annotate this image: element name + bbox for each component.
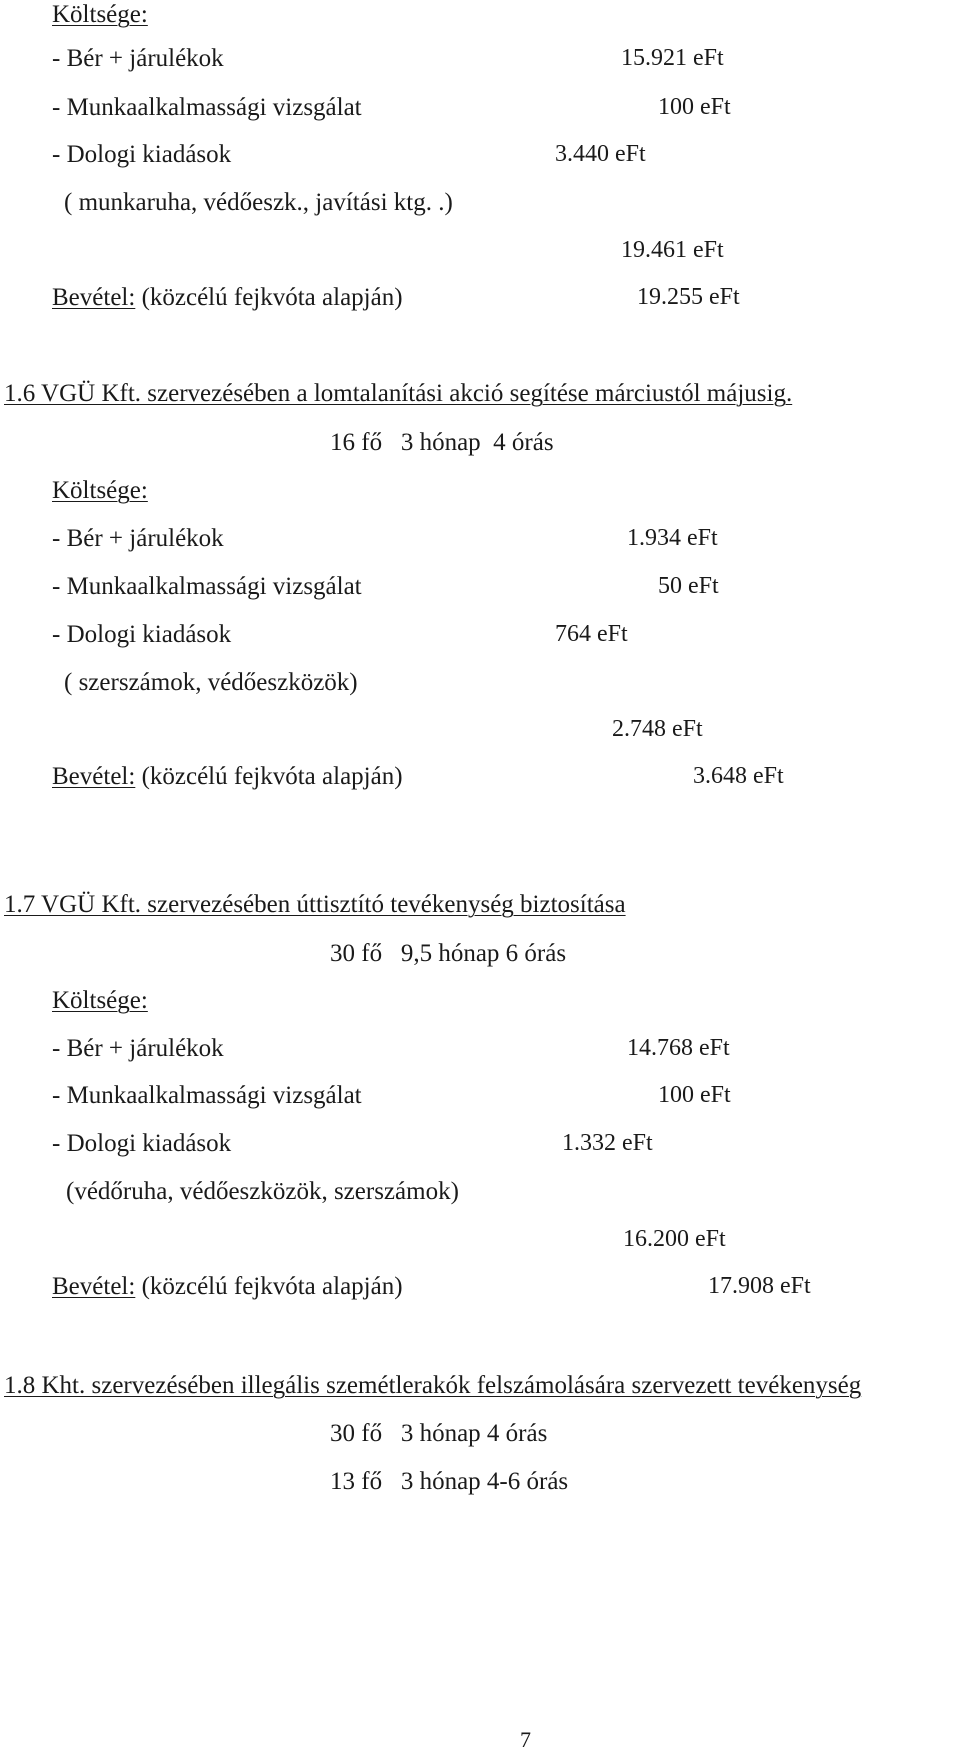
revenue-value: 3.648 eFt bbox=[693, 763, 784, 789]
material-costs-note: ( szerszámok, védőeszközök) bbox=[64, 669, 358, 696]
revenue-text: (közcélú fejkvóta alapján) bbox=[141, 284, 403, 311]
material-costs-note: (védőruha, védőeszközök, szerszámok) bbox=[66, 1178, 459, 1205]
wage-label: - Bér + járulékok bbox=[52, 45, 224, 72]
params-1-8-first: 30 fő 3 hónap 4 órás bbox=[330, 1420, 548, 1447]
material-costs-label: - Dologi kiadások bbox=[52, 141, 232, 168]
material-costs-value: 1.332 eFt bbox=[562, 1130, 653, 1156]
material-costs-value: 3.440 eFt bbox=[555, 141, 646, 167]
medical-exam-label: - Munkaalkalmassági vizsgálat bbox=[52, 573, 362, 600]
revenue-line bbox=[52, 764, 403, 789]
params-1-8-second: 13 fő 3 hónap 4-6 órás bbox=[330, 1468, 569, 1495]
revenue-value: 19.255 eFt bbox=[637, 284, 740, 310]
medical-exam-value: 100 eFt bbox=[658, 1082, 731, 1108]
revenue-value: 17.908 eFt bbox=[708, 1273, 811, 1299]
material-costs-label: - Dologi kiadások bbox=[52, 1130, 232, 1157]
medical-exam-label: - Munkaalkalmassági vizsgálat bbox=[52, 94, 362, 121]
wage-value: 15.921 eFt bbox=[621, 45, 724, 71]
revenue-line bbox=[52, 1274, 403, 1299]
wage-value: 1.934 eFt bbox=[627, 525, 718, 551]
section-heading-1-6: 1.6 VGÜ Kft. szervezésében a lomtalanítási akció segítése márciustól májusig. bbox=[4, 380, 793, 407]
revenue-line bbox=[52, 285, 403, 310]
wage-label: - Bér + járulékok bbox=[52, 525, 224, 552]
wage-label: - Bér + járulékok bbox=[52, 1035, 224, 1062]
material-costs-value: 764 eFt bbox=[555, 621, 628, 647]
page-number: 7 bbox=[520, 1727, 531, 1752]
revenue-label: Bevétel: bbox=[52, 763, 136, 790]
material-costs-label: - Dologi kiadások bbox=[52, 621, 232, 648]
section-heading-1-8: 1.8 Kht. szervezésében illegális szemétlerakók felszámolására szervezett tevékenység bbox=[4, 1372, 862, 1399]
material-costs-note: ( munkaruha, védőeszk., javítási ktg. .) bbox=[64, 189, 453, 216]
medical-exam-value: 50 eFt bbox=[658, 573, 719, 599]
params-1-7: 30 fő 9,5 hónap 6 órás bbox=[330, 940, 567, 967]
total-cost: 16.200 eFt bbox=[623, 1226, 726, 1252]
revenue-text: (közcélú fejkvóta alapján) bbox=[141, 763, 403, 790]
total-cost: 2.748 eFt bbox=[612, 716, 703, 742]
revenue-label: Bevétel: bbox=[52, 1273, 136, 1300]
costs-label: Költsége: bbox=[52, 477, 148, 504]
costs-label: Költsége: bbox=[52, 987, 148, 1014]
revenue-label: Bevétel: bbox=[52, 284, 136, 311]
costs-label: Költsége: bbox=[52, 1, 148, 28]
total-cost: 19.461 eFt bbox=[621, 237, 724, 263]
medical-exam-label: - Munkaalkalmassági vizsgálat bbox=[52, 1082, 362, 1109]
medical-exam-value: 100 eFt bbox=[658, 94, 731, 120]
wage-value: 14.768 eFt bbox=[627, 1035, 730, 1061]
revenue-text: (közcélú fejkvóta alapján) bbox=[141, 1273, 403, 1300]
section-heading-1-7: 1.7 VGÜ Kft. szervezésében úttisztító tevékenység biztosítása bbox=[4, 891, 626, 918]
params-1-6: 16 fő 3 hónap 4 órás bbox=[330, 429, 554, 456]
